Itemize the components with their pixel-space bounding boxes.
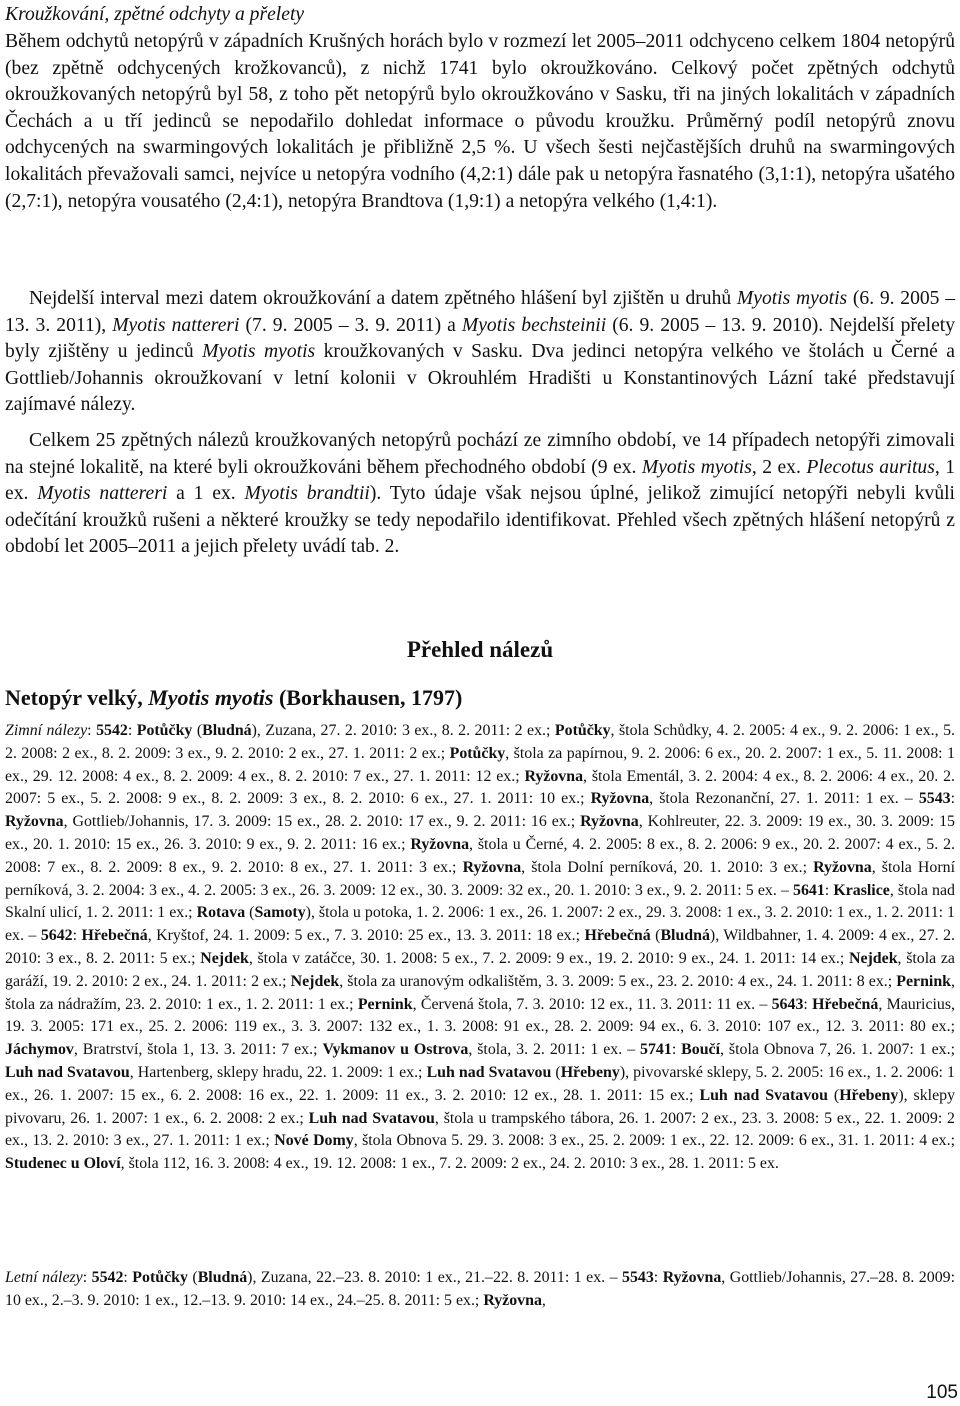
winter-records: [5, 720, 955, 1176]
bold-run: Bludná: [202, 722, 252, 739]
text-run: ), Zuzana, 22.–23. 8. 2010: 1 ex., 21.–22. 8. 2011: 1 ex. –: [247, 1269, 623, 1286]
bold-run: 5641: [793, 881, 825, 899]
text-run: Celkem 25 zpětných nálezů kroužkovaných netopýrů pochází ze zimního období, ve 14 případech netopýři zimovali na stejné lokalitě, na které byli okroužkováni během přechodného období (9 ex.: [5, 430, 955, 478]
bold-run: Luh nad Svatavou: [5, 1063, 130, 1081]
bold-run: Hřebečná: [81, 927, 148, 945]
text-run: Netopýr velký,: [5, 685, 149, 710]
text-run: , štola nad Skalní ulicí, 1. 2. 2011: 1 ex.;: [5, 881, 955, 922]
bold-run: Rotava: [196, 904, 246, 922]
bold-run: Ryžovna: [590, 790, 650, 808]
bold-run: Luh nad Svatavou: [308, 1109, 435, 1127]
text-run: , štola Schůdky, 4. 2. 2005: 4 ex., 9. 2. 2006: 1 ex., 5. 2. 2008: 2 ex., 8. 2. 2009: 3 ex., 9. 2. 2010: 2 ex., 27. 1. 2011: 2 ex.;: [5, 722, 955, 762]
bold-run: Potůčky: [132, 1269, 188, 1286]
text-run: , Gottlieb/Johannis, 27.–28. 8. 2009: 10 ex., 2.–3. 9. 2010: 1 ex., 12.–13. 9. 2010: 14 ex., 24.–25. 8. 2011: 5 ex.;: [5, 1269, 956, 1309]
text-run: Nejdelší interval mezi datem okroužkování a datem zpětného hlášení byl zjištěn u druhů: [29, 288, 737, 309]
italic-run: Myotis nattereri: [37, 483, 168, 505]
bold-run: Ryžovna: [5, 813, 64, 831]
text-run: (: [192, 722, 203, 739]
text-run: , štola Dolní perníková, 20. 1. 2010: 3 ex.;: [521, 858, 814, 876]
text-run: :: [824, 881, 834, 899]
paragraph-winter-returns: [5, 428, 955, 561]
bold-run: 5741: [640, 1041, 672, 1059]
italic-run: Myotis bechsteinii: [461, 314, 607, 336]
text-run: , štola Obnova 5. 29. 3. 2008: 3 ex., 25. 2. 2009: 1 ex., 22. 12. 2009: 6 ex., 31. 1. 2011: 4 ex.;: [353, 1132, 955, 1150]
text-run: ,: [541, 1291, 546, 1309]
paragraph-longest-interval: [5, 286, 955, 419]
bold-run: Luh nad Svatavou: [699, 1086, 828, 1104]
text-run: :: [87, 722, 97, 739]
paragraph-capture-summary: [5, 29, 955, 215]
bold-run: Nejdek: [200, 949, 249, 967]
summer-records: [5, 1267, 955, 1313]
text-run: , Mauricius, 19. 3. 2005: 171 ex., 25. 2. 2006: 119 ex., 3. 3. 2007: 132 ex., 1. 3. 2008: 91 ex., 28. 2. 2009: 94 ex., 6. 3. 2010: 107 ex., 12. 3. 2011: 80 ex.;: [5, 995, 956, 1036]
bold-run: Ryžovna: [410, 835, 470, 853]
text-run: (Borkhausen, 1797): [273, 685, 463, 710]
bold-run: Jáchymov: [5, 1041, 74, 1059]
text-run: , štola, 3. 2. 2011: 1 ex. –: [468, 1041, 641, 1059]
bold-run: Samoty: [254, 904, 306, 922]
italic-run: Myotis myotis: [736, 288, 848, 309]
bold-run: Potůčky: [554, 722, 611, 739]
text-run: ), sklepy pivovaru, 26. 1. 2007: 1 ex., 6. 2. 2008: 2 ex.;: [5, 1086, 956, 1127]
text-run: , štola Horní perníková, 3. 2. 2004: 3 ex., 4. 2. 2005: 3 ex., 26. 3. 2009: 12 ex., 30. 3. 2009: 32 ex., 20. 1. 2010: 3 ex., 9. 2. 2011: 5 ex. –: [5, 858, 955, 899]
bold-run: Pernink: [357, 995, 413, 1013]
text-run: , Bratrství, štola 1, 13. 3. 2011: 7 ex.;: [73, 1041, 323, 1059]
italic-run: Plecotus auritus: [806, 456, 935, 478]
text-run: , štola za papírnou, 9. 2. 2006: 6 ex., 20. 2. 2007: 1 ex., 5. 11. 2008: 1 ex., 29. 12. 2008: 4 ex., 8. 2. 2009: 4 ex., 8. 2. 2010: 7 ex., 27. 1. 2011: 12 ex.;: [5, 744, 955, 785]
bold-run: Hřebečná: [584, 927, 651, 945]
text-run: , štola Rezonanční, 27. 1. 2011: 1 ex. –: [649, 790, 919, 808]
bold-run: Boučí: [681, 1041, 721, 1059]
text-run: :: [127, 722, 137, 739]
bold-run: 5642: [40, 927, 73, 945]
bold-run: Nejdek: [290, 972, 340, 990]
bold-run: 5643: [771, 995, 804, 1013]
bold-run: Ryžovna: [813, 858, 872, 876]
text-run: :: [123, 1269, 133, 1286]
bold-run: Pernink: [896, 972, 952, 990]
text-run: ), Zuzana, 27. 2. 2010: 3 ex., 8. 2. 2011: 2 ex.;: [251, 722, 555, 739]
page-number: 105: [926, 1382, 958, 1403]
bold-run: Vykmanov u Ostrova: [322, 1041, 469, 1059]
bold-run: Potůčky: [449, 744, 506, 762]
bold-run: 5542: [96, 722, 128, 739]
bold-run: Bludná: [197, 1269, 248, 1286]
text-run: , Červená štola, 7. 3. 2010: 12 ex., 11. 3. 2011: 11 ex. –: [412, 995, 772, 1013]
bold-run: Ryžovna: [580, 813, 639, 831]
text-run: (6. 9. 2005 – 13. 9. 2010). Nejdelší přelety byly zjištěny u jedinců: [5, 314, 955, 363]
text-run: :: [653, 1269, 663, 1286]
bold-run: Studenec u Oloví: [5, 1155, 121, 1173]
bold-run: 5543: [918, 790, 951, 808]
bold-run: Luh nad Svatavou: [426, 1063, 552, 1081]
text-run: kroužkovaných v Sasku. Dva jedinci netopýra velkého ve štolách u Černé a Gottlieb/Johannis okroužkovaní v letní kolonii v Okrouhlém Hradišti u Konstantinových Lázní také představují zajímavé nálezy.: [5, 341, 955, 416]
text-run: , štola za uranovým odkalištěm, 3. 3. 2009: 5 ex., 23. 2. 2010: 4 ex., 24. 1. 2011: 8 ex.;: [339, 972, 897, 990]
text-run: , štola u Černé, 4. 2. 2005: 8 ex., 8. 2. 2006: 9 ex., 20. 2. 2007: 4 ex., 5. 2. 2008: 7 ex., 8. 2. 2009: 8 ex., 9. 2. 2010: 8 ex., 27. 1. 2011: 3 ex.;: [5, 835, 956, 876]
text-run: ), štola u potoka, 1. 2. 2006: 1 ex., 26. 1. 2007: 2 ex., 29. 3. 2008: 1 ex., 3. 2. 2010: 1 ex., 1. 2. 2011: 1 ex. –: [5, 904, 955, 945]
text-run: , Gottlieb/Johannis, 17. 3. 2009: 15 ex., 28. 2. 2010: 17 ex., 9. 2. 2011: 16 ex.;: [63, 813, 581, 831]
text-run: (: [650, 927, 661, 945]
species-heading: [5, 684, 955, 712]
section-title: Kroužkování, zpětné odchyty a přelety: [5, 4, 305, 25]
bold-run: Bludná: [660, 927, 710, 945]
text-run: (: [187, 1269, 198, 1286]
bold-run: Ryžovna: [462, 858, 522, 876]
text-run: (6. 9. 2005 – 13. 3. 2011),: [5, 288, 956, 336]
text-run: , Kohlreuter, 22. 3. 2009: 19 ex., 30. 3. 2009: 15 ex., 20. 1. 2010: 15 ex., 26. 3. 2010: 9 ex., 9. 2. 2011: 16 ex.;: [5, 813, 956, 853]
text-run: , štola Obnova 7, 26. 1. 2007: 1 ex.;: [720, 1041, 956, 1059]
text-run: (: [551, 1063, 561, 1081]
text-run: a 1 ex.: [167, 483, 245, 505]
bold-run: Hřebeny: [560, 1063, 620, 1081]
italic-run: Myotis myotis: [148, 685, 274, 710]
text-run: , štola za nádražím, 23. 2. 2010: 1 ex., 1. 2. 2011: 1 ex.;: [5, 972, 956, 1013]
text-run: ). Tyto údaje však nejsou úplné, jelikož zimující netopýři nebyli kvůli odečítání kroužků rušeni a některé kroužky se tedy nepodařilo identifikovat. Přehled všech zpětných hlášení netopýrů z období let 2005–2011 a jejich přelety uvádí tab. 2.: [5, 483, 956, 558]
text-run: (: [245, 904, 255, 922]
text-run: , Hartenberg, sklepy hradu, 22. 1. 2009: 1 ex.;: [129, 1063, 427, 1081]
italic-run: Myotis nattereri: [112, 314, 240, 336]
overview-heading: Přehled nálezů: [406, 637, 554, 662]
text-run: ), pivovarské sklepy, 5. 2. 2005: 16 ex., 1. 2. 2006: 1 ex., 26. 1. 2007: 15 ex., 6. 2. 2008: 16 ex., 22. 1. 2009: 11 ex., 3. 2. 2010: 12 ex., 28. 1. 2011: 15 ex.;: [5, 1063, 955, 1104]
bold-run: Ryžovna: [483, 1291, 542, 1309]
text-run: , štola za garáží, 19. 2. 2010: 2 ex., 24. 1. 2011: 2 ex.;: [5, 949, 955, 990]
text-run: , štola u trampského tábora, 26. 1. 2007: 2 ex., 23. 3. 2008: 5 ex., 22. 1. 2009: 2 ex., 13. 2. 2010: 3 ex., 27. 1. 2011: 1 ex.;: [5, 1109, 955, 1150]
text-run: , 1 ex.: [5, 456, 955, 505]
text-run: ), Wildbahner, 1. 4. 2009: 4 ex., 27. 2. 2010: 3 ex., 8. 2. 2011: 5 ex.;: [5, 927, 956, 967]
text-run: (: [827, 1086, 840, 1104]
bold-run: Ryžovna: [662, 1269, 722, 1286]
text-run: Během odchytů netopýrů v západních Krušných horách bylo v rozmezí let 2005–2011 odchyceno celkem 1804 netopýrů (bez zpětně odchycených krožkovanců), z nichž 1741 bylo okroužkováno. Celkový počet zpětných odchytů okroužkovaných netopýrů byl 58, z toho pět netopýrů bylo okroužkováno v Sasku, tři na jiných lokalitách v západních Čechách a u tří jedinců se nepodařilo dohledat informace o původu kroužku. Průměrný podíl netopýrů znovu odchycených na swarmingových lokalitách je přibližně 2,5 %. U všech šesti nejčastějších druhů na swarmingových lokalitách převažovali samci, nejvíce u netopýra vodního (4,2:1) dále pak u netopýra řasnatého (3,1:1), netopýra ušatého (2,7:1), netopýra vousatého (2,4:1), netopýra Brandtova (1,9:1) a netopýra velkého (1,4:1).: [5, 31, 955, 212]
bold-run: 5543: [622, 1269, 654, 1286]
text-run: , štola 112, 16. 3. 2008: 4 ex., 19. 12. 2008: 1 ex., 7. 2. 2009: 2 ex., 24. 2. 2010: 3 ex., 28. 1. 2011: 5 ex.: [120, 1155, 779, 1173]
text-run: , štola v zatáčce, 30. 1. 2008: 5 ex., 7. 2. 2009: 9 ex., 19. 2. 2010: 9 ex., 24. 1. 2011: 14 ex.;: [248, 949, 849, 967]
bold-run: Nejdek: [848, 949, 898, 967]
italic-run: Myotis myotis: [202, 341, 316, 363]
italic-run: Letní nálezy: [5, 1269, 83, 1286]
bold-run: Kraslice: [833, 881, 890, 899]
text-run: :: [671, 1041, 682, 1059]
italic-run: Zimní nálezy: [5, 722, 88, 739]
italic-run: Myotis brandtii: [244, 483, 370, 505]
text-run: :: [803, 995, 813, 1013]
text-run: , 2 ex.: [751, 456, 807, 478]
bold-run: Ryžovna: [524, 767, 584, 785]
italic-run: Myotis myotis: [641, 456, 752, 478]
text-run: :: [82, 1269, 92, 1286]
text-run: :: [950, 790, 956, 808]
text-run: , štola Ementál, 3. 2. 2004: 4 ex., 8. 2. 2006: 4 ex., 20. 2. 2007: 5 ex., 5. 2. 2008: 9 ex., 8. 2. 2009: 3 ex., 8. 2. 2010: 6 ex., 27. 1. 2011: 10 ex.;: [5, 767, 956, 808]
bold-run: Nové Domy: [274, 1132, 354, 1150]
text-run: , Kryštof, 24. 1. 2009: 5 ex., 7. 3. 2010: 25 ex., 13. 3. 2011: 18 ex.;: [147, 927, 585, 945]
bold-run: Hřebeny: [839, 1086, 899, 1104]
bold-run: Potůčky: [136, 722, 193, 739]
text-run: (7. 9. 2005 – 3. 9. 2011) a: [239, 314, 462, 336]
bold-run: 5542: [91, 1269, 124, 1286]
text-run: :: [72, 927, 82, 945]
bold-run: Hřebečná: [812, 995, 879, 1013]
